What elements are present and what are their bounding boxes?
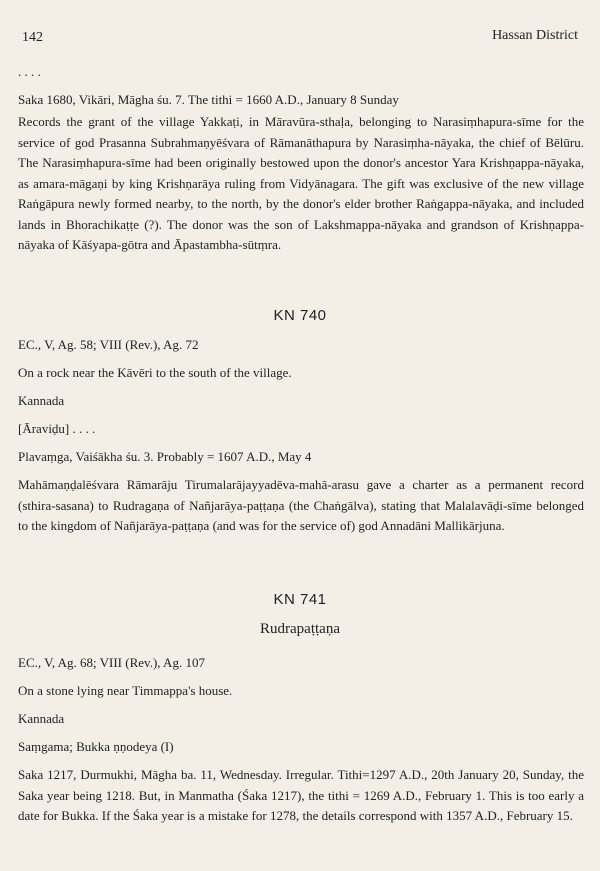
entry3-block bbox=[18, 653, 584, 827]
running-head: Hassan District bbox=[492, 28, 578, 43]
entry2-dynasty: [Āraviḍu] . . . . bbox=[18, 421, 96, 436]
entry1-block bbox=[18, 62, 584, 82]
entry1-summary bbox=[18, 112, 584, 256]
entry2-location: On a rock near the Kāvēri to the south of the village. bbox=[18, 365, 292, 380]
entry2-heading: KN 740 bbox=[273, 307, 327, 324]
entry3-heading: KN 741 bbox=[273, 591, 327, 608]
entry1-summary-text: Records the grant of the village Yakkaṭi, in Māravūra-sthaḷa, belonging to Narasiṃhapura-sīme for the service of god Prasanna Subrahmaṇyēśvara of Rāmanāthapura by Narasiṃha-nāyaka, the chief of Bēlūru. The Narasiṃhapura-sīme had been originally bestowed upon the donor's ancestor Yara Krishṇappa-nāyaka, as amara-māgaṇi by king Krishṇarāya ruling from Vidyānagara. The gift was exclusive of the new village Raṅgāpura newly formed nearby, to the north, by the donor's elder brother Raṅgappa-nāyaka, and included lands in Bhorachikaṭṭe (?). The donor was the son of Lakshmappa-nāyaka and grandson of Krishṇappa-nāyaka of Kāśyapa-gōtra and Āpastambha-sūtṃra. bbox=[18, 114, 584, 252]
entry3-subheading: Rudrapaṭṭaṇa bbox=[260, 621, 340, 637]
entry2-date-line: Plavaṃga, Vaiśākha śu. 3. Probably = 1607 A.D., May 4 bbox=[18, 449, 312, 464]
entry3-summary: Saka 1217, Durmukhi, Māgha ba. 11, Wednesday. Irregular. Tithi=1297 A.D., 20th January 20, Sunday, the Saka year being 1218. But, in Manmatha (Śaka 1217), the tithi = 1269 A.D., February 1. This is too early a date for Bukka. If the Śaka year is a mistake for 1278, the details correspond with 1357 A.D., February 15. bbox=[18, 767, 584, 823]
entry2-block bbox=[18, 335, 584, 537]
entry3-language: Kannada bbox=[18, 711, 65, 726]
entry3-location: On a stone lying near Timmappa's house. bbox=[18, 683, 233, 698]
entry2-summary: Mahāmaṇḍalēśvara Rāmarāju Tirumalarājayyadēva-mahā-arasu gave a charter as a permanent record (sthira-sasana) to Rudragaṇa of Nañjarāya-paṭṭaṇa (the Chaṅgālva), stating that Malalavāḍi-sīme belonged to the kingdom of Nañjarāya-paṭṭaṇa (and was for the service of) god Annadāni Mallikārjuna. bbox=[18, 477, 584, 533]
entry3-dynasty: Saṃgama; Bukka ṇṇodeya (I) bbox=[18, 739, 174, 754]
entry2-language: Kannada bbox=[18, 393, 65, 408]
page-number: 142 bbox=[22, 30, 43, 45]
entry2-reference: EC., V, Ag. 58; VIII (Rev.), Ag. 72 bbox=[18, 337, 199, 352]
entry1-date-line: Saka 1680, Vikāri, Māgha śu. 7. The tithi = 1660 A.D., January 8 Sunday bbox=[18, 92, 399, 107]
ellipsis-dots: . . . . bbox=[18, 64, 41, 79]
entry3-reference: EC., V, Ag. 68; VIII (Rev.), Ag. 107 bbox=[18, 655, 205, 670]
entry1-date bbox=[18, 90, 584, 110]
